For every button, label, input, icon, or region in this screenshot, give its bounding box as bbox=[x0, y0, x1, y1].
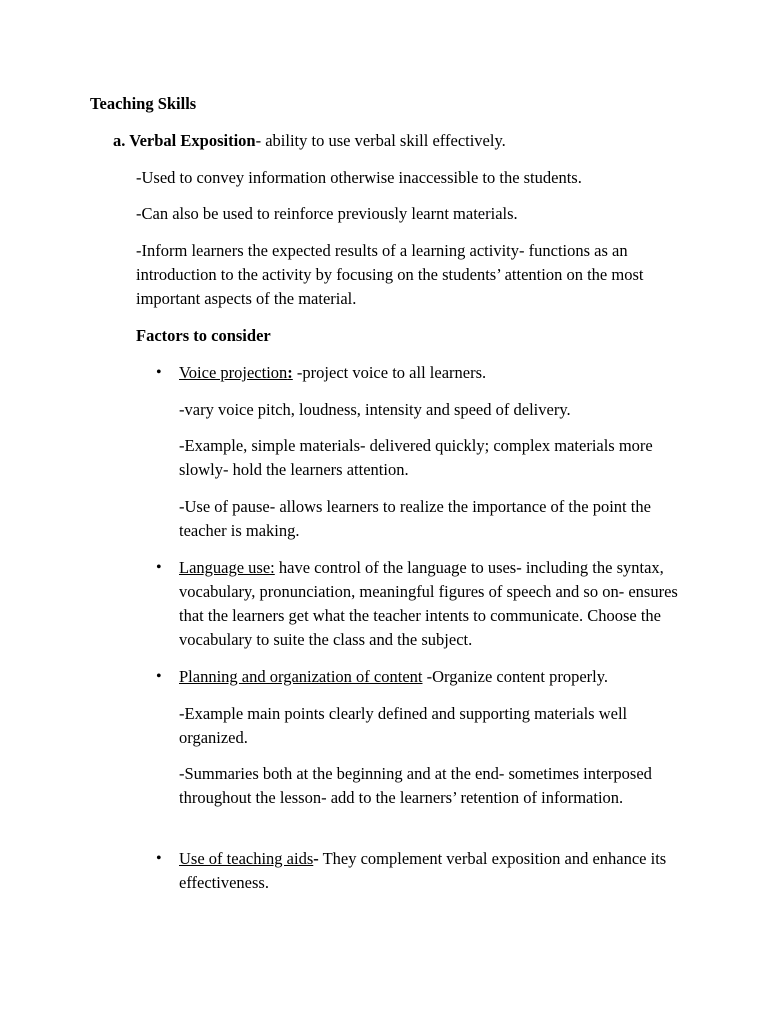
bullet-title: Language use: bbox=[179, 558, 275, 577]
paragraph-1: -Used to convey information otherwise inaccessible to the students. bbox=[136, 168, 582, 187]
bullet-language-use bbox=[179, 556, 684, 652]
bullet-marker: • bbox=[156, 559, 162, 576]
bullet-planning-organization bbox=[179, 665, 608, 689]
bullet-text: -Organize content properly. bbox=[422, 667, 609, 686]
bullet-marker: • bbox=[156, 850, 162, 867]
planning-subpara-2: -Summaries both at the beginning and at the end- sometimes interposed throughout the lesson- add to the learners’ retention of information. bbox=[179, 764, 652, 807]
section-a-heading bbox=[113, 129, 506, 153]
voice-subpara-2: -Example, simple materials- delivered quickly; complex materials more slowly- hold the learners attention. bbox=[179, 436, 653, 479]
bullet-text: -project voice to all learners. bbox=[292, 363, 487, 382]
bullet-title-colon: : bbox=[287, 363, 293, 382]
paragraph-3: -Inform learners the expected results of a learning activity- functions as an introduction to the activity by focusing on the students’ attention on the most important aspects of the material. bbox=[136, 241, 644, 308]
bullet-text: They complement verbal exposition and enhance its effectiveness. bbox=[179, 849, 667, 892]
paragraph-2: -Can also be used to reinforce previously learnt materials. bbox=[136, 204, 518, 223]
factors-heading: Factors to consider bbox=[136, 326, 271, 345]
bullet-title: Planning and organization of content bbox=[179, 667, 423, 686]
voice-subpara-1: -vary voice pitch, loudness, intensity and speed of delivery. bbox=[179, 400, 571, 419]
bullet-voice-projection bbox=[179, 361, 486, 385]
section-a-title: a. Verbal Exposition bbox=[113, 131, 256, 150]
bullet-title: Use of teaching aids bbox=[179, 849, 314, 868]
bullet-marker: • bbox=[156, 668, 162, 685]
bullet-text: have control of the language to uses- including the syntax, vocabulary, pronunciation, meaningful figures of speech and so on- ensures that the learners get what the teacher intents to communicate. Choose the vocabulary to suite the class and the subject. bbox=[179, 558, 678, 649]
voice-subpara-3: -Use of pause- allows learners to realize the importance of the point the teacher is making. bbox=[179, 497, 651, 540]
bullet-marker: • bbox=[156, 364, 162, 381]
bullet-title: Voice projection bbox=[179, 363, 288, 382]
section-a-suffix: - ability to use verbal skill effectively. bbox=[255, 131, 506, 150]
bullet-teaching-aids bbox=[179, 847, 684, 895]
document-title: Teaching Skills bbox=[90, 94, 197, 113]
planning-subpara-1: -Example main points clearly defined and supporting materials well organized. bbox=[179, 704, 628, 747]
bullet-title-dash: - bbox=[313, 849, 319, 868]
